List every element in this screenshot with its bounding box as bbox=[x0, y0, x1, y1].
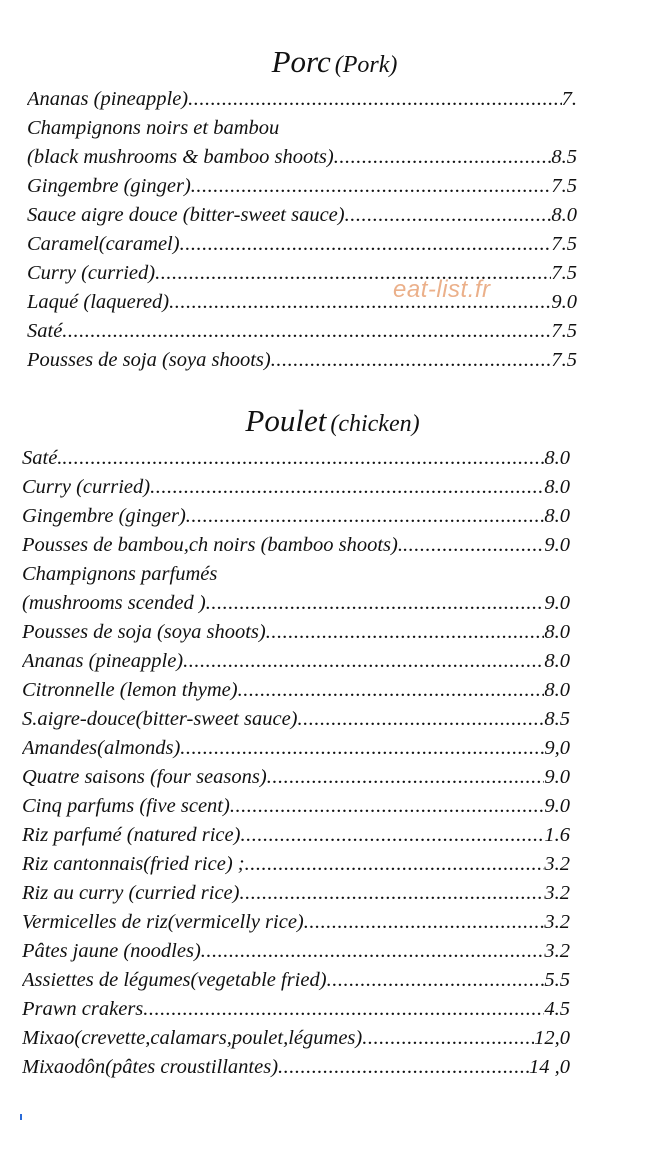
menu-item-price: 3.2 bbox=[544, 911, 570, 933]
menu-item-name: Curry (curried) bbox=[27, 262, 156, 284]
menu-item-leader-dots bbox=[327, 966, 545, 995]
section-title-porc bbox=[0, 44, 661, 80]
menu-item-price: 8.5 bbox=[551, 146, 577, 168]
menu-item bbox=[22, 502, 570, 531]
menu-item-leader-dots bbox=[240, 821, 544, 850]
menu-item-price: 8.0 bbox=[544, 621, 570, 643]
menu-item bbox=[22, 560, 570, 589]
menu-item bbox=[22, 763, 570, 792]
section-title-main: Poulet bbox=[245, 403, 327, 438]
menu-item-name: Ananas (pineapple) bbox=[22, 650, 184, 672]
menu-item-leader-dots bbox=[245, 850, 545, 879]
menu-item bbox=[22, 705, 570, 734]
menu-item bbox=[27, 317, 577, 346]
menu-item-name: S.aigre-douce(bitter-sweet sauce) bbox=[22, 708, 298, 730]
menu-item-price: 14 ,0 bbox=[529, 1056, 570, 1078]
menu-list-porc bbox=[27, 85, 577, 375]
menu-item-name: Ananas (pineapple) bbox=[27, 88, 189, 110]
menu-item bbox=[22, 444, 570, 473]
menu-item-price: 8.0 bbox=[544, 650, 570, 672]
menu-item-price: 5.5 bbox=[544, 969, 570, 991]
menu-item-leader-dots bbox=[345, 201, 552, 230]
menu-item-leader-dots bbox=[267, 763, 545, 792]
menu-item bbox=[22, 995, 570, 1024]
menu-item-price: 8.0 bbox=[544, 505, 570, 527]
menu-item-price: 3.2 bbox=[544, 882, 570, 904]
menu-item-price: 9.0 bbox=[544, 592, 570, 614]
menu-item-leader-dots bbox=[169, 288, 551, 317]
menu-item-leader-dots bbox=[62, 317, 551, 346]
menu-item-price: 12,0 bbox=[534, 1027, 570, 1049]
menu-item-price: 9.0 bbox=[551, 291, 577, 313]
section-title-sub: (chicken) bbox=[330, 411, 420, 437]
menu-item-leader-dots bbox=[150, 473, 544, 502]
menu-item bbox=[22, 676, 570, 705]
menu-item-name: Citronnelle (lemon thyme) bbox=[22, 679, 238, 701]
menu-item-price: 7.5 bbox=[551, 349, 577, 371]
menu-item-name: Mixao(crevette,calamars,poulet,légumes) bbox=[22, 1027, 363, 1049]
menu-item bbox=[27, 172, 577, 201]
menu-item-leader-dots bbox=[180, 734, 544, 763]
menu-item-leader-dots bbox=[403, 531, 544, 560]
section-title-poulet bbox=[0, 403, 661, 439]
menu-item-price: 8.0 bbox=[544, 679, 570, 701]
menu-item-name: Vermicelles de riz(vermicelly rice) bbox=[22, 911, 304, 933]
menu-item-price: 3.2 bbox=[544, 940, 570, 962]
menu-item-name: Saté bbox=[27, 320, 63, 342]
menu-item bbox=[22, 647, 570, 676]
menu-item-price: 9.0 bbox=[544, 766, 570, 788]
menu-item-price: 9,0 bbox=[544, 737, 570, 759]
section-title-sub: (Pork) bbox=[334, 52, 398, 78]
menu-item-leader-dots bbox=[206, 589, 545, 618]
menu-item bbox=[22, 1053, 570, 1082]
menu-item bbox=[27, 259, 577, 288]
menu-item bbox=[22, 531, 570, 560]
menu-item bbox=[22, 734, 570, 763]
menu-item-leader-dots bbox=[298, 705, 545, 734]
menu-item-leader-dots bbox=[238, 676, 545, 705]
menu-item-leader-dots bbox=[180, 230, 552, 259]
menu-item-name: Quatre saisons (four seasons) bbox=[22, 766, 267, 788]
menu-item-price: 7. bbox=[561, 88, 577, 110]
menu-item-leader-dots bbox=[201, 937, 545, 966]
menu-item-price: 4.5 bbox=[544, 998, 570, 1020]
menu-item bbox=[27, 143, 577, 172]
menu-item-name: Riz cantonnais(fried rice) ; bbox=[22, 853, 245, 875]
menu-item-price: 9.0 bbox=[544, 534, 570, 556]
menu-item bbox=[27, 201, 577, 230]
menu-item bbox=[22, 937, 570, 966]
menu-item-name: Laqué (laquered) bbox=[27, 291, 170, 313]
menu-item-name: Riz au curry (curried rice) bbox=[22, 882, 240, 904]
menu-item-name: Sauce aigre douce (bitter-sweet sauce) bbox=[27, 204, 345, 226]
menu-item-leader-dots bbox=[230, 792, 545, 821]
menu-item-name: Amandes(almonds) bbox=[22, 737, 181, 759]
menu-item-price: 8.0 bbox=[544, 447, 570, 469]
menu-item-name: Gingembre (ginger) bbox=[22, 505, 186, 527]
menu-item-name: Cinq parfums (five scent) bbox=[22, 795, 230, 817]
menu-item bbox=[22, 618, 570, 647]
menu-item-name: Pâtes jaune (noodles) bbox=[22, 940, 201, 962]
menu-item-name: Mixaodôn(pâtes croustillantes) bbox=[22, 1056, 279, 1078]
menu-item-name: Assiettes de légumes(vegetable fried) bbox=[22, 969, 327, 991]
menu-item-leader-dots bbox=[62, 444, 544, 473]
menu-item bbox=[22, 1024, 570, 1053]
menu-item-name: Pousses de soja (soya shoots) bbox=[27, 349, 271, 371]
menu-item-leader-dots bbox=[266, 618, 545, 647]
menu-item-name: Pousses de soja (soya shoots) bbox=[22, 621, 266, 643]
menu-item bbox=[27, 85, 577, 114]
menu-item-name: Curry (curried) bbox=[22, 476, 151, 498]
menu-item-price: 8.0 bbox=[551, 204, 577, 226]
menu-item-price: 7.5 bbox=[551, 262, 577, 284]
menu-item bbox=[22, 908, 570, 937]
menu-item-name: Champignons parfumés bbox=[22, 563, 218, 585]
menu-item-leader-dots bbox=[362, 1024, 534, 1053]
menu-item-leader-dots bbox=[334, 143, 552, 172]
menu-item bbox=[22, 821, 570, 850]
menu-item-price: 3.2 bbox=[544, 853, 570, 875]
menu-item bbox=[27, 288, 577, 317]
menu-item-leader-dots bbox=[188, 85, 562, 114]
menu-item bbox=[22, 473, 570, 502]
menu-item-name: Caramel(caramel) bbox=[27, 233, 180, 255]
menu-item-leader-dots bbox=[183, 647, 544, 676]
menu-item-price: 1.6 bbox=[544, 824, 570, 846]
menu-item bbox=[22, 879, 570, 908]
menu-item-leader-dots bbox=[239, 879, 544, 908]
menu-item-leader-dots bbox=[143, 995, 544, 1024]
scan-speck bbox=[20, 1114, 22, 1120]
menu-item bbox=[27, 114, 577, 143]
menu-item-name: Pousses de bambou,ch noirs (bamboo shoots). bbox=[22, 534, 403, 556]
menu-item-price: 8.5 bbox=[544, 708, 570, 730]
menu-item bbox=[22, 850, 570, 879]
menu-item-leader-dots bbox=[186, 502, 545, 531]
menu-item-leader-dots bbox=[278, 1053, 529, 1082]
menu-item-leader-dots bbox=[271, 346, 552, 375]
menu-item bbox=[27, 346, 577, 375]
menu-item-name: (mushrooms scended ) bbox=[22, 592, 206, 614]
menu-item-leader-dots bbox=[304, 908, 545, 937]
menu-item-price: 9.0 bbox=[544, 795, 570, 817]
menu-item-name: (black mushrooms & bamboo shoots) bbox=[27, 146, 334, 168]
menu-item-price: 8.0 bbox=[544, 476, 570, 498]
section-title-main: Porc bbox=[271, 44, 331, 79]
menu-item-price: 7.5 bbox=[551, 233, 577, 255]
menu-list-poulet bbox=[22, 444, 570, 1082]
menu-item-price: 7.5 bbox=[551, 175, 577, 197]
menu-item-leader-dots bbox=[191, 172, 552, 201]
watermark: eat-list.fr bbox=[393, 276, 491, 303]
menu-item-name: Champignons noirs et bambou bbox=[27, 117, 280, 139]
menu-item bbox=[22, 966, 570, 995]
menu-item bbox=[22, 589, 570, 618]
menu-item-leader-dots bbox=[155, 259, 551, 288]
menu-item-name: Saté. bbox=[22, 447, 63, 469]
menu-item bbox=[27, 230, 577, 259]
menu-item-name: Prawn crakers bbox=[22, 998, 144, 1020]
menu-item-price: 7.5 bbox=[551, 320, 577, 342]
menu-item bbox=[22, 792, 570, 821]
menu-item-name: Gingembre (ginger) bbox=[27, 175, 191, 197]
menu-item-name: Riz parfumé (natured rice) bbox=[22, 824, 241, 846]
